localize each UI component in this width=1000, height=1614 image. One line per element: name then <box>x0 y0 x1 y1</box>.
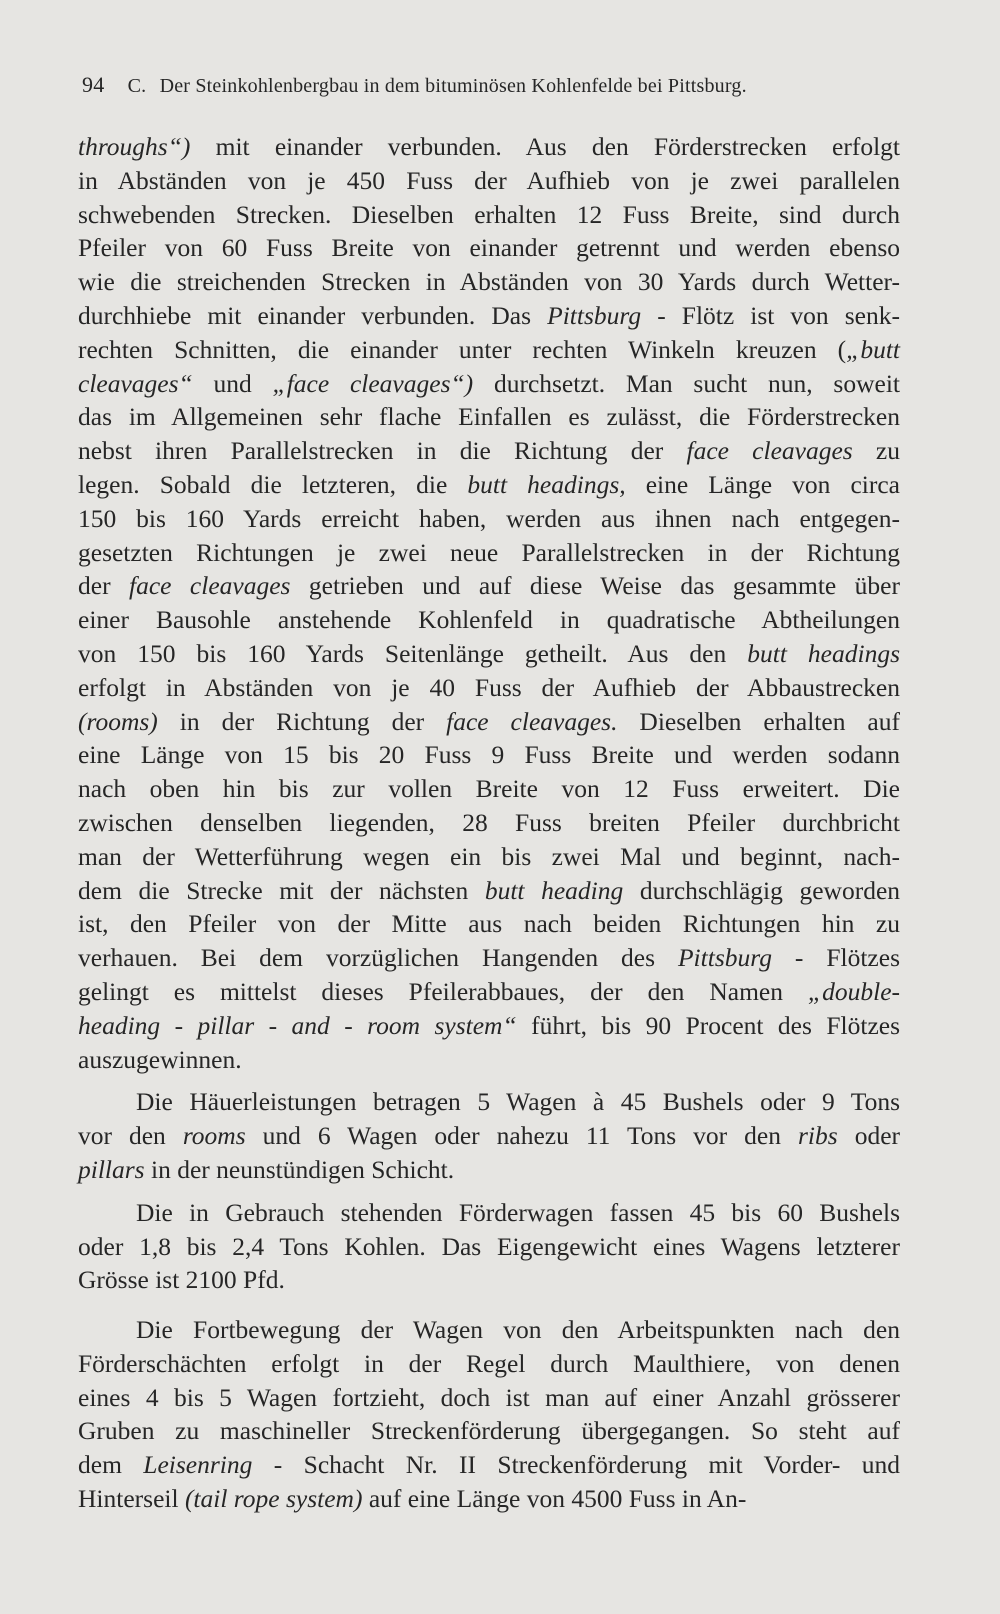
text-run: Dieselben erhalten auf <box>617 706 900 736</box>
italic-term: butt headings <box>747 638 900 668</box>
italic-term: face cleavages. <box>446 706 618 736</box>
text-run: auszugewinnen. <box>78 1044 242 1074</box>
italic-term: butt headings, <box>467 469 626 499</box>
text-line <box>78 941 900 975</box>
italic-term: „double- <box>807 976 900 1006</box>
text-line <box>78 1153 900 1187</box>
text-line <box>78 198 900 232</box>
text-run: Förderschächten erfolgt in der Regel durch Maulthiere, von denen <box>78 1348 900 1378</box>
paragraph-gap <box>78 1076 900 1085</box>
italic-term: Pittsburg <box>677 943 772 973</box>
text-line <box>78 1313 900 1347</box>
text-run: gesetzten Richtungen je zwei neue Parallelstrecken in der Richtung <box>78 537 900 567</box>
text-run: auf eine Länge von 4500 Fuss in An- <box>362 1484 747 1514</box>
text-run: eine Länge von 15 bis 20 Fuss 9 Fuss Breite und werden sodann <box>78 740 900 770</box>
italic-term: „butt <box>846 334 900 364</box>
text-line <box>78 874 900 908</box>
text-run: oder <box>837 1121 900 1151</box>
text-line <box>78 536 900 570</box>
text-run: eine Länge von circa <box>625 469 900 499</box>
text-run: zwischen denselben liegenden, 28 Fuss breiten Pfeiler durchbricht <box>78 807 900 837</box>
text-line <box>78 1347 900 1381</box>
italic-term: Leisenring <box>143 1450 253 1480</box>
text-line <box>78 569 900 603</box>
text-run: einer Bausohle anstehende Kohlenfeld in quadratische Abtheilungen <box>78 605 900 635</box>
text-line <box>78 333 900 367</box>
text-run: - Schacht Nr. II Streckenförderung mit Vorder- und <box>252 1450 901 1480</box>
text-run: zu <box>852 436 900 466</box>
text-run: Die Häuerleistungen betragen 5 Wagen à 45 Bushels oder 9 Tons <box>136 1087 900 1117</box>
paragraph-gap <box>78 1187 900 1196</box>
text-run: ist, den Pfeiler von der Mitte aus nach beiden Richtungen hin zu <box>78 909 900 939</box>
italic-term: rooms <box>182 1121 246 1151</box>
text-line <box>78 840 900 874</box>
text-run: Grösse ist 2100 Pfd. <box>78 1265 285 1295</box>
text-line <box>78 603 900 637</box>
text-line <box>78 400 900 434</box>
running-header <box>82 72 882 98</box>
text-run: oder 1,8 bis 2,4 Tons Kohlen. Das Eigengewicht eines Wagens letzterer <box>78 1231 900 1261</box>
italic-term: cleavages“ <box>78 368 193 398</box>
text-line <box>78 434 900 468</box>
text-run: führt, bis 90 Procent des Flötzes <box>516 1010 901 1040</box>
text-run: eines 4 bis 5 Wagen fortzieht, doch ist man auf einer Anzahl grösserer <box>78 1382 900 1412</box>
text-run: schwebenden Strecken. Dieselben erhalten 12 Fuss Breite, sind durch <box>78 199 900 229</box>
text-run: nach oben hin bis zur vollen Breite von 12 Fuss erweitert. Die <box>78 774 900 804</box>
page-body-text <box>78 130 900 1516</box>
running-title: Der Steinkohlenbergbau in dem bituminösen Kohlenfelde bei Pittsburg. <box>159 75 747 97</box>
text-line <box>78 367 900 401</box>
italic-term: face cleavages <box>686 436 853 466</box>
text-line <box>78 265 900 299</box>
text-line <box>78 1448 900 1482</box>
text-run: mit einander verbunden. Aus den Förderstrecken erfolgt <box>190 132 900 161</box>
text-run: Pfeiler von 60 Fuss Breite von einander getrennt und werden ebenso <box>78 233 900 263</box>
text-run: Die Fortbewegung der Wagen von den Arbeitspunkten nach den <box>136 1315 900 1345</box>
italic-term: butt heading <box>484 875 624 905</box>
text-run: in Abständen von je 450 Fuss der Aufhieb von je zwei parallelen <box>78 165 900 195</box>
text-run: erfolgt in Abständen von je 40 Fuss der Aufhieb der Abbaustrecken <box>78 672 900 702</box>
text-run: Die in Gebrauch stehenden Förderwagen fassen 45 bis 60 Bushels <box>136 1197 900 1227</box>
text-run: rechten Schnitten, die einander unter rechten Winkeln kreuzen ( <box>78 334 847 364</box>
text-line <box>78 1009 900 1043</box>
text-run: legen. Sobald die letzteren, die <box>78 469 468 499</box>
italic-term: Pittsburg <box>547 300 642 330</box>
text-run: gelingt es mittelst dieses Pfeilerabbaues, der den Namen <box>78 976 808 1006</box>
text-line <box>78 637 900 671</box>
text-run: in der Richtung der <box>157 706 447 736</box>
text-run: 150 bis 160 Yards erreicht haben, werden aus ihnen nach entgegen- <box>78 503 900 533</box>
text-line <box>78 164 900 198</box>
text-line <box>78 1043 900 1077</box>
text-line <box>78 671 900 705</box>
page-number: 94 <box>82 72 105 97</box>
text-run: - Flötz ist von senk- <box>641 300 900 330</box>
text-run: von 150 bis 160 Yards Seitenlänge getheilt. Aus den <box>78 638 748 668</box>
text-run: und <box>192 368 273 398</box>
text-line <box>78 1482 900 1516</box>
text-run: durchschlägig geworden <box>623 875 901 905</box>
section-letter: C. <box>127 75 147 97</box>
italic-term: heading - pillar - and - room system“ <box>78 1010 517 1040</box>
italic-term: ribs <box>798 1121 838 1151</box>
text-line <box>78 1263 900 1297</box>
text-run: dem <box>78 1450 144 1480</box>
text-run: - Flötzes <box>771 943 900 973</box>
text-run: und 6 Wagen oder nahezu 11 Tons vor den <box>245 1121 798 1151</box>
text-run: durchhiebe mit einander verbunden. Das <box>78 300 548 330</box>
text-line <box>78 231 900 265</box>
text-run: nebst ihren Parallelstrecken in die Richtung der <box>78 436 687 466</box>
text-line <box>78 1230 900 1264</box>
italic-term: „face cleavages“) <box>272 368 474 398</box>
text-line <box>78 705 900 739</box>
text-line <box>78 907 900 941</box>
text-line <box>78 1119 900 1153</box>
text-line <box>78 468 900 502</box>
italic-term: pillars <box>78 1154 145 1184</box>
text-line <box>78 1196 900 1230</box>
italic-term: face cleavages <box>129 571 291 601</box>
text-line <box>78 1085 900 1119</box>
italic-term: (tail rope system) <box>184 1484 363 1514</box>
text-run: durchsetzt. Man sucht nun, soweit <box>473 368 901 398</box>
text-line <box>78 130 900 164</box>
text-run: wie die streichenden Strecken in Abständen von 30 Yards durch Wetter- <box>78 267 900 297</box>
text-run: man der Wetterführung wegen ein bis zwei Mal und beginnt, nach- <box>78 841 900 871</box>
text-line <box>78 502 900 536</box>
text-line <box>78 738 900 772</box>
text-run: in der neunstündigen Schicht. <box>144 1154 455 1184</box>
text-run: vor den <box>78 1121 183 1151</box>
paragraph-gap <box>78 1297 900 1313</box>
text-line <box>78 975 900 1009</box>
text-line <box>78 1381 900 1415</box>
text-run: dem die Strecke mit der nächsten <box>78 875 485 905</box>
text-line <box>78 806 900 840</box>
text-line <box>78 772 900 806</box>
text-run: verhauen. Bei dem vorzüglichen Hangenden des <box>78 943 678 973</box>
text-run: der <box>78 571 130 601</box>
italic-term: throughs“) <box>78 132 191 161</box>
italic-term: (rooms) <box>78 706 158 736</box>
text-run: Hinterseil <box>78 1484 185 1514</box>
text-line <box>78 299 900 333</box>
text-run: Gruben zu maschineller Streckenförderung übergegangen. So steht auf <box>78 1416 900 1446</box>
text-line <box>78 1414 900 1448</box>
text-run: das im Allgemeinen sehr flache Einfallen es zulässt, die Förderstrecken <box>78 402 900 432</box>
text-run: getrieben und auf diese Weise das gesammte über <box>290 571 900 601</box>
